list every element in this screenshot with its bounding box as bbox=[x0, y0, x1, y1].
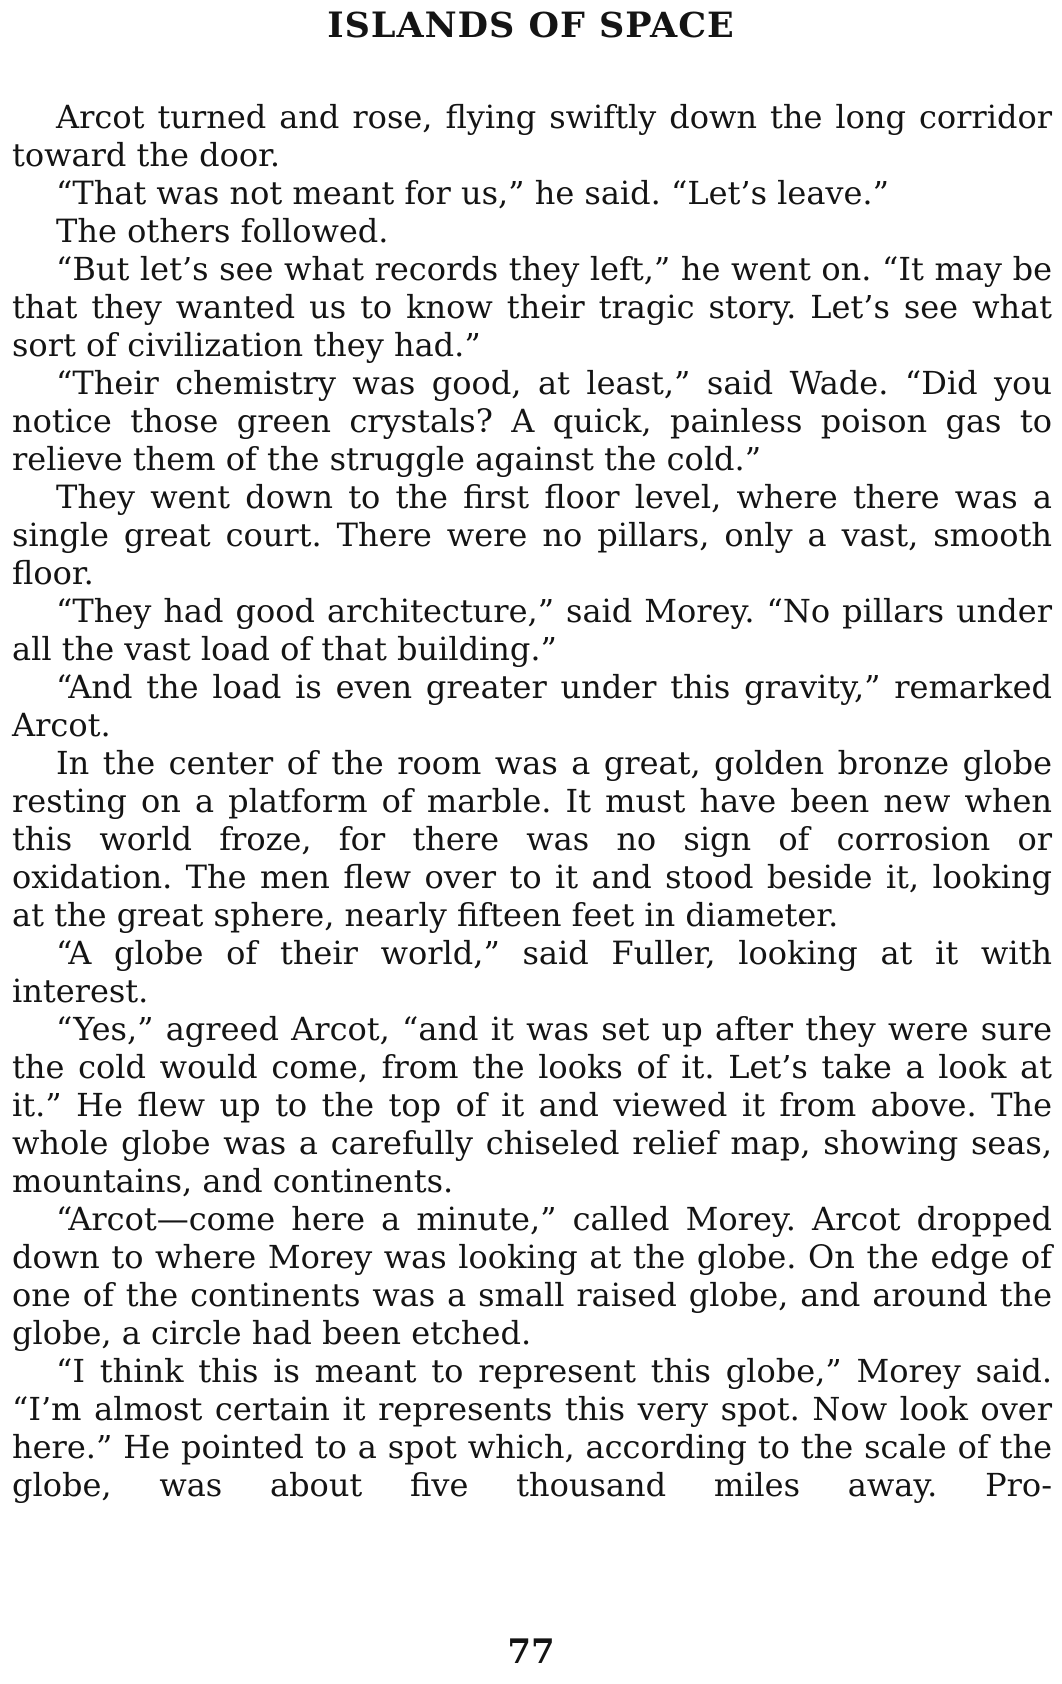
paragraph: “I think this is meant to represent this globe,” Morey said. “I’m almost certain it represents this very spot. Now look over here.” He pointed to a spot which, according to the scale of the globe, was about five thousand miles away. Pro- bbox=[12, 1352, 1052, 1504]
paragraph: “Arcot—come here a minute,” called Morey. Arcot dropped down to where Morey was looking at the globe. On the edge of one of the continents was a small raised globe, and around the globe, a circle had been etched. bbox=[12, 1200, 1052, 1352]
paragraph: “Yes,” agreed Arcot, “and it was set up after they were sure the cold would come, from the looks of it. Let’s take a look at it.” He flew up to the top of it and viewed it from above. The whole globe was a carefully chiseled relief map, showing seas, mountains, and continents. bbox=[12, 1010, 1052, 1200]
paragraph: “And the load is even greater under this gravity,” remarked Arcot. bbox=[12, 668, 1052, 744]
paragraph: Arcot turned and rose, flying swiftly down the long corridor toward the door. bbox=[12, 98, 1052, 174]
paragraph: “They had good architecture,” said Morey. “No pillars under all the vast load of that building.” bbox=[12, 592, 1052, 668]
paragraph: “A globe of their world,” said Fuller, looking at it with interest. bbox=[12, 934, 1052, 1010]
paragraph: “But let’s see what records they left,” he went on. “It may be that they wanted us to know their tragic story. Let’s see what sort of civilization they had.” bbox=[12, 250, 1052, 364]
paragraph: They went down to the first floor level, where there was a single great court. There were no pillars, only a vast, smooth floor. bbox=[12, 478, 1052, 592]
running-head: ISLANDS OF SPACE bbox=[327, 5, 735, 46]
paragraph: “That was not meant for us,” he said. “Let’s leave.” bbox=[56, 174, 889, 212]
body-text bbox=[12, 98, 1052, 1504]
page-number: 77 bbox=[507, 1632, 555, 1672]
paragraph: “Their chemistry was good, at least,” said Wade. “Did you notice those green crystals? A quick, painless poison gas to relieve them of the struggle against the cold.” bbox=[12, 364, 1052, 478]
paragraph: The others followed. bbox=[56, 212, 389, 250]
paragraph: In the center of the room was a great, golden bronze globe resting on a platform of marble. It must have been new when this world froze, for there was no sign of corrosion or oxidation. The men flew over to it and stood beside it, looking at the great sphere, nearly fifteen feet in diameter. bbox=[12, 744, 1052, 934]
